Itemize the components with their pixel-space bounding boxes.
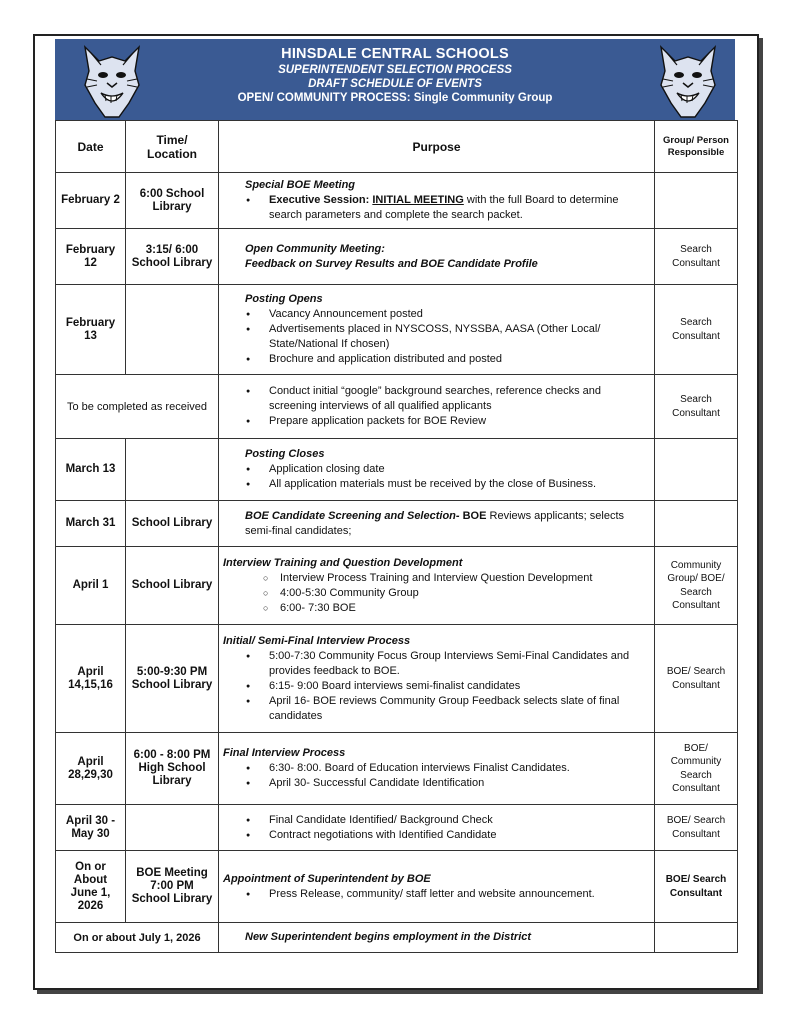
row-purpose <box>219 851 655 923</box>
row-time: 5:00-9:30 PM School Library <box>126 625 219 733</box>
row-group: Search Consultant <box>655 375 738 439</box>
row-time: 6:00 School Library <box>126 173 219 229</box>
row-date: April 1 <box>56 547 126 625</box>
purpose-bold: BOE <box>459 509 487 522</box>
bullet-text: with the full Board to determine search parameters and complete the search packet. <box>269 194 619 221</box>
table-row <box>56 923 738 953</box>
document-frame <box>33 34 759 990</box>
row-group: BOE/ Search Consultant <box>655 851 738 923</box>
column-header-time: Time/ Location <box>126 121 219 173</box>
row-group <box>655 439 738 501</box>
row-time: 6:00 - 8:00 PM High School Library <box>126 733 219 805</box>
table-row <box>56 229 738 285</box>
bullet-bold-text: Executive Session: <box>269 194 370 206</box>
row-purpose <box>219 805 655 851</box>
row-purpose <box>219 285 655 375</box>
row-purpose <box>219 173 655 229</box>
row-purpose <box>219 375 655 439</box>
row-date: On or About June 1, 2026 <box>56 851 126 923</box>
row-date-merged: On or about July 1, 2026 <box>56 923 219 953</box>
process-type: OPEN/ COMMUNITY PROCESS: Single Community Group <box>237 92 553 104</box>
purpose-bullet: ● April 16- BOE reviews Community Group Feedback selects slate of final candidates <box>223 694 650 724</box>
purpose-bullet: ○ Interview Process Training and Interview Question Development <box>223 571 650 586</box>
row-date: March 13 <box>56 439 126 501</box>
row-group: BOE/ Search Consultant <box>655 625 738 733</box>
row-group <box>655 173 738 229</box>
purpose-heading: Interview Training and Question Development <box>223 556 463 569</box>
row-purpose <box>219 229 655 285</box>
row-purpose <box>219 439 655 501</box>
row-group: Community Group/ BOE/ Search Consultant <box>655 547 738 625</box>
column-header-date: Date <box>56 121 126 173</box>
row-time: BOE Meeting 7:00 PM School Library <box>126 851 219 923</box>
purpose-bullet <box>223 193 650 223</box>
row-date: February 2 <box>56 173 126 229</box>
purpose-bullet: ● April 30- Successful Candidate Identification <box>223 776 650 791</box>
purpose-heading: Final Interview Process <box>223 747 346 759</box>
table-row <box>56 501 738 547</box>
purpose-bullet: ● Prepare application packets for BOE Review <box>223 414 650 429</box>
purpose-heading: Appointment of Superintendent by BOE <box>223 872 431 885</box>
table-row <box>56 173 738 229</box>
column-header-group: Group/ Person Responsible <box>655 121 738 173</box>
row-date-merged: To be completed as received <box>56 375 219 439</box>
row-date: April 28,29,30 <box>56 733 126 805</box>
row-group: BOE/ Community Search Consultant <box>655 733 738 805</box>
purpose-bullet: ● Conduct initial “google” background searches, reference checks and screening interviews of all qualified applicants <box>223 384 650 414</box>
bullet-underlined-text: INITIAL MEETING <box>372 194 464 206</box>
schedule-table <box>55 120 738 953</box>
purpose-heading: Special BOE Meeting <box>245 179 356 191</box>
purpose-bullet: ● Brochure and application distributed and posted <box>223 352 650 367</box>
purpose-heading: BOE Candidate Screening and Selection- <box>245 509 460 522</box>
wildcat-mascot-logo <box>655 41 721 121</box>
row-date: April 30 - May 30 <box>56 805 126 851</box>
table-header-row <box>56 121 738 173</box>
row-group <box>655 501 738 547</box>
row-time: 3:15/ 6:00 School Library <box>126 229 219 285</box>
purpose-bullet: ● Application closing date <box>223 462 650 477</box>
process-title: SUPERINTENDENT SELECTION PROCESS <box>278 64 512 76</box>
purpose-bullet: ○ 4:00-5:30 Community Group <box>223 586 650 601</box>
row-date: February 12 <box>56 229 126 285</box>
purpose-bullet: ● Final Candidate Identified/ Background Check <box>223 813 650 828</box>
table-row <box>56 851 738 923</box>
purpose-heading: New Superintendent begins employment in the District <box>245 931 532 943</box>
purpose-bullet: ● Press Release, community/ staff letter and website announcement. <box>223 887 650 902</box>
wildcat-mascot-logo <box>79 41 145 121</box>
purpose-bullet: ● Advertisements placed in NYSCOSS, NYSSBA, AASA (Other Local/ State/National If chosen) <box>223 322 650 352</box>
row-time: School Library <box>126 547 219 625</box>
purpose-text: Reviews applicants; selects semi-final candidates; <box>245 509 625 537</box>
row-date: March 31 <box>56 501 126 547</box>
purpose-bullet: ● 5:00-7:30 Community Focus Group Interviews Semi-Final Candidates and provides feedback to BOE. <box>223 649 650 679</box>
row-group: Search Consultant <box>655 229 738 285</box>
purpose-bullet: ● 6:30- 8:00. Board of Education interviews Finalist Candidates. <box>223 761 650 776</box>
row-purpose <box>219 733 655 805</box>
row-purpose <box>219 547 655 625</box>
header-banner <box>55 39 735 121</box>
column-header-purpose: Purpose <box>219 121 655 173</box>
row-time: School Library <box>126 501 219 547</box>
purpose-heading: Posting Opens <box>245 293 323 305</box>
purpose-bullet: ● Vacancy Announcement posted <box>223 307 650 322</box>
purpose-bullet: ● All application materials must be received by the close of Business. <box>223 477 650 492</box>
table-row <box>56 285 738 375</box>
purpose-bullet: ● Contract negotiations with Identified Candidate <box>223 828 650 843</box>
table-row <box>56 805 738 851</box>
purpose-heading: Initial/ Semi-Final Interview Process <box>223 634 411 647</box>
row-purpose <box>219 625 655 733</box>
row-time <box>126 439 219 501</box>
row-group <box>655 923 738 953</box>
row-time <box>126 805 219 851</box>
purpose-heading: Posting Closes <box>245 448 325 460</box>
row-group: BOE/ Search Consultant <box>655 805 738 851</box>
school-title: HINSDALE CENTRAL SCHOOLS <box>281 46 509 62</box>
purpose-heading: Open Community Meeting: <box>245 242 385 255</box>
row-group: Search Consultant <box>655 285 738 375</box>
row-date: February 13 <box>56 285 126 375</box>
table-row <box>56 625 738 733</box>
schedule-title: DRAFT SCHEDULE OF EVENTS <box>308 78 482 90</box>
table-row <box>56 439 738 501</box>
row-purpose <box>219 923 655 953</box>
table-row <box>56 547 738 625</box>
purpose-bullet: ○ 6:00- 7:30 BOE <box>223 601 650 616</box>
table-row <box>56 733 738 805</box>
purpose-bullet: ● 6:15- 9:00 Board interviews semi-finalist candidates <box>223 679 650 694</box>
purpose-heading-2: Feedback on Survey Results and BOE Candidate Profile <box>245 257 538 270</box>
row-date: April 14,15,16 <box>56 625 126 733</box>
row-time <box>126 285 219 375</box>
table-row <box>56 375 738 439</box>
row-purpose <box>219 501 655 547</box>
